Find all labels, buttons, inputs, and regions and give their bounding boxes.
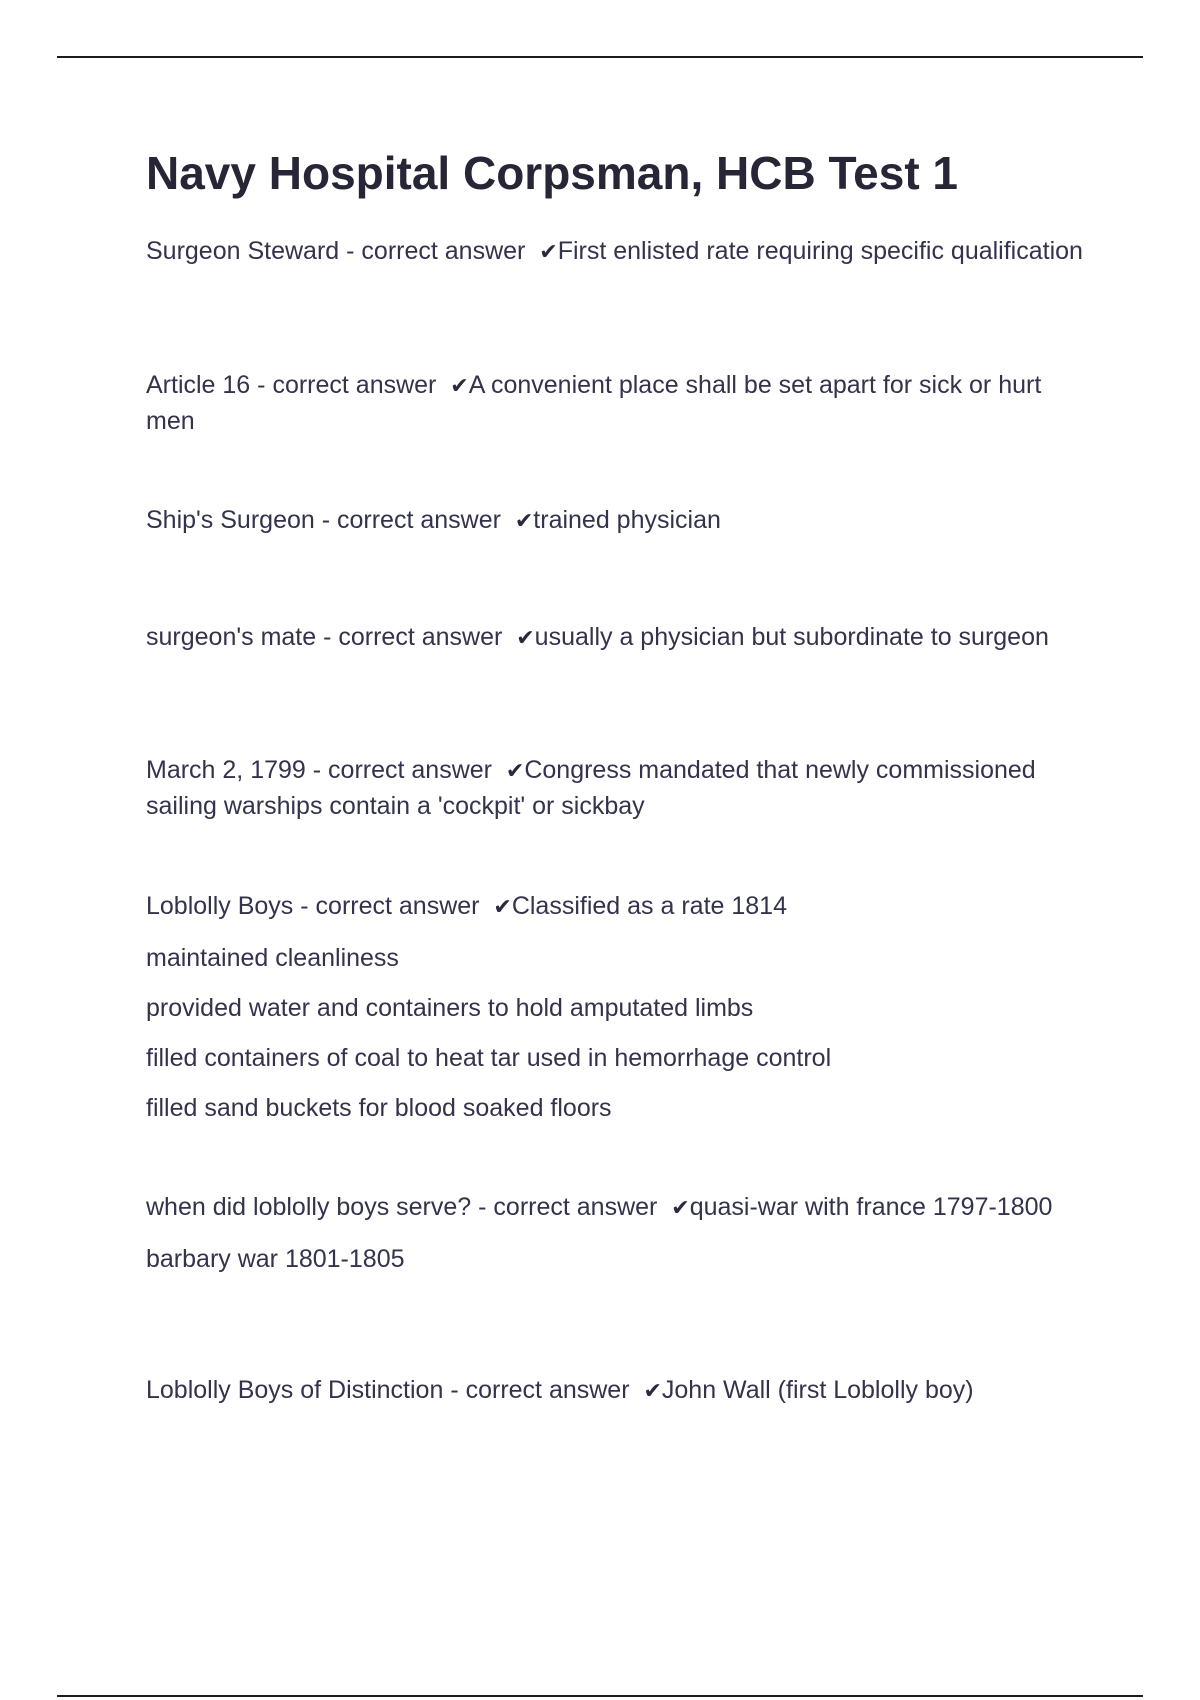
answer-marker: - correct answer: [450, 1376, 630, 1404]
answer-detail: provided water and containers to hold amputated limbs: [146, 994, 754, 1022]
answer-marker: - correct answer: [312, 756, 492, 784]
term: Loblolly Boys of Distinction: [146, 1376, 444, 1404]
term: Surgeon Steward: [146, 237, 340, 265]
checkmark-icon: ✔: [539, 240, 558, 265]
flashcard-item: [146, 1373, 1096, 1409]
term: Article 16: [146, 371, 251, 399]
answer-marker: - correct answer: [257, 371, 437, 399]
answer-marker: - correct answer: [300, 892, 480, 920]
answer-detail: maintained cleanliness: [146, 944, 399, 972]
answer-marker: - correct answer: [346, 237, 526, 265]
flashcard-item: [146, 1190, 1096, 1276]
flashcard-item: [146, 368, 1096, 438]
answer-detail: filled containers of coal to heat tar used in hemorrhage control: [146, 1044, 832, 1072]
answer: First enlisted rate requiring specific qualification: [557, 237, 1083, 265]
answer: trained physician: [533, 506, 721, 534]
term: when did loblolly boys serve?: [146, 1193, 472, 1221]
term: March 2, 1799: [146, 756, 306, 784]
answer-detail: filled sand buckets for blood soaked floors: [146, 1094, 612, 1122]
term: Ship's Surgeon: [146, 506, 315, 534]
page-title: Navy Hospital Corpsman, HCB Test 1: [146, 147, 959, 199]
answer: A convenient place shall be set apart for sick or hurt men: [146, 371, 1042, 435]
checkmark-icon: ✔: [516, 626, 535, 651]
top-rule: [57, 56, 1143, 58]
checkmark-icon: ✔: [643, 1379, 662, 1404]
flashcard-item: [146, 234, 1096, 270]
answer-marker: - correct answer: [323, 623, 503, 651]
answer: quasi-war with france 1797-1800: [689, 1193, 1053, 1221]
answer-marker: - correct answer: [478, 1193, 658, 1221]
checkmark-icon: ✔: [493, 895, 512, 920]
term: Loblolly Boys: [146, 892, 294, 920]
answer: usually a physician but subordinate to surgeon: [534, 623, 1049, 651]
answer: Congress mandated that newly commissioned sailing warships contain a 'cockpit' or sickbay: [146, 756, 1036, 820]
answer-detail: barbary war 1801-1805: [146, 1245, 405, 1273]
flashcard-item: [146, 620, 1096, 656]
answer-marker: - correct answer: [321, 506, 501, 534]
checkmark-icon: ✔: [514, 509, 534, 534]
bottom-rule: [57, 1695, 1143, 1697]
checkmark-icon: ✔: [450, 374, 469, 399]
term: surgeon's mate: [146, 623, 317, 651]
flashcard-item: [146, 753, 1096, 823]
checkmark-icon: ✔: [671, 1196, 690, 1221]
checkmark-icon: ✔: [505, 759, 525, 784]
answer: Classified as a rate 1814: [511, 892, 787, 920]
answer: John Wall (first Loblolly boy): [661, 1376, 974, 1404]
flashcard-item: [146, 889, 1096, 1125]
flashcard-item: [146, 503, 1096, 539]
